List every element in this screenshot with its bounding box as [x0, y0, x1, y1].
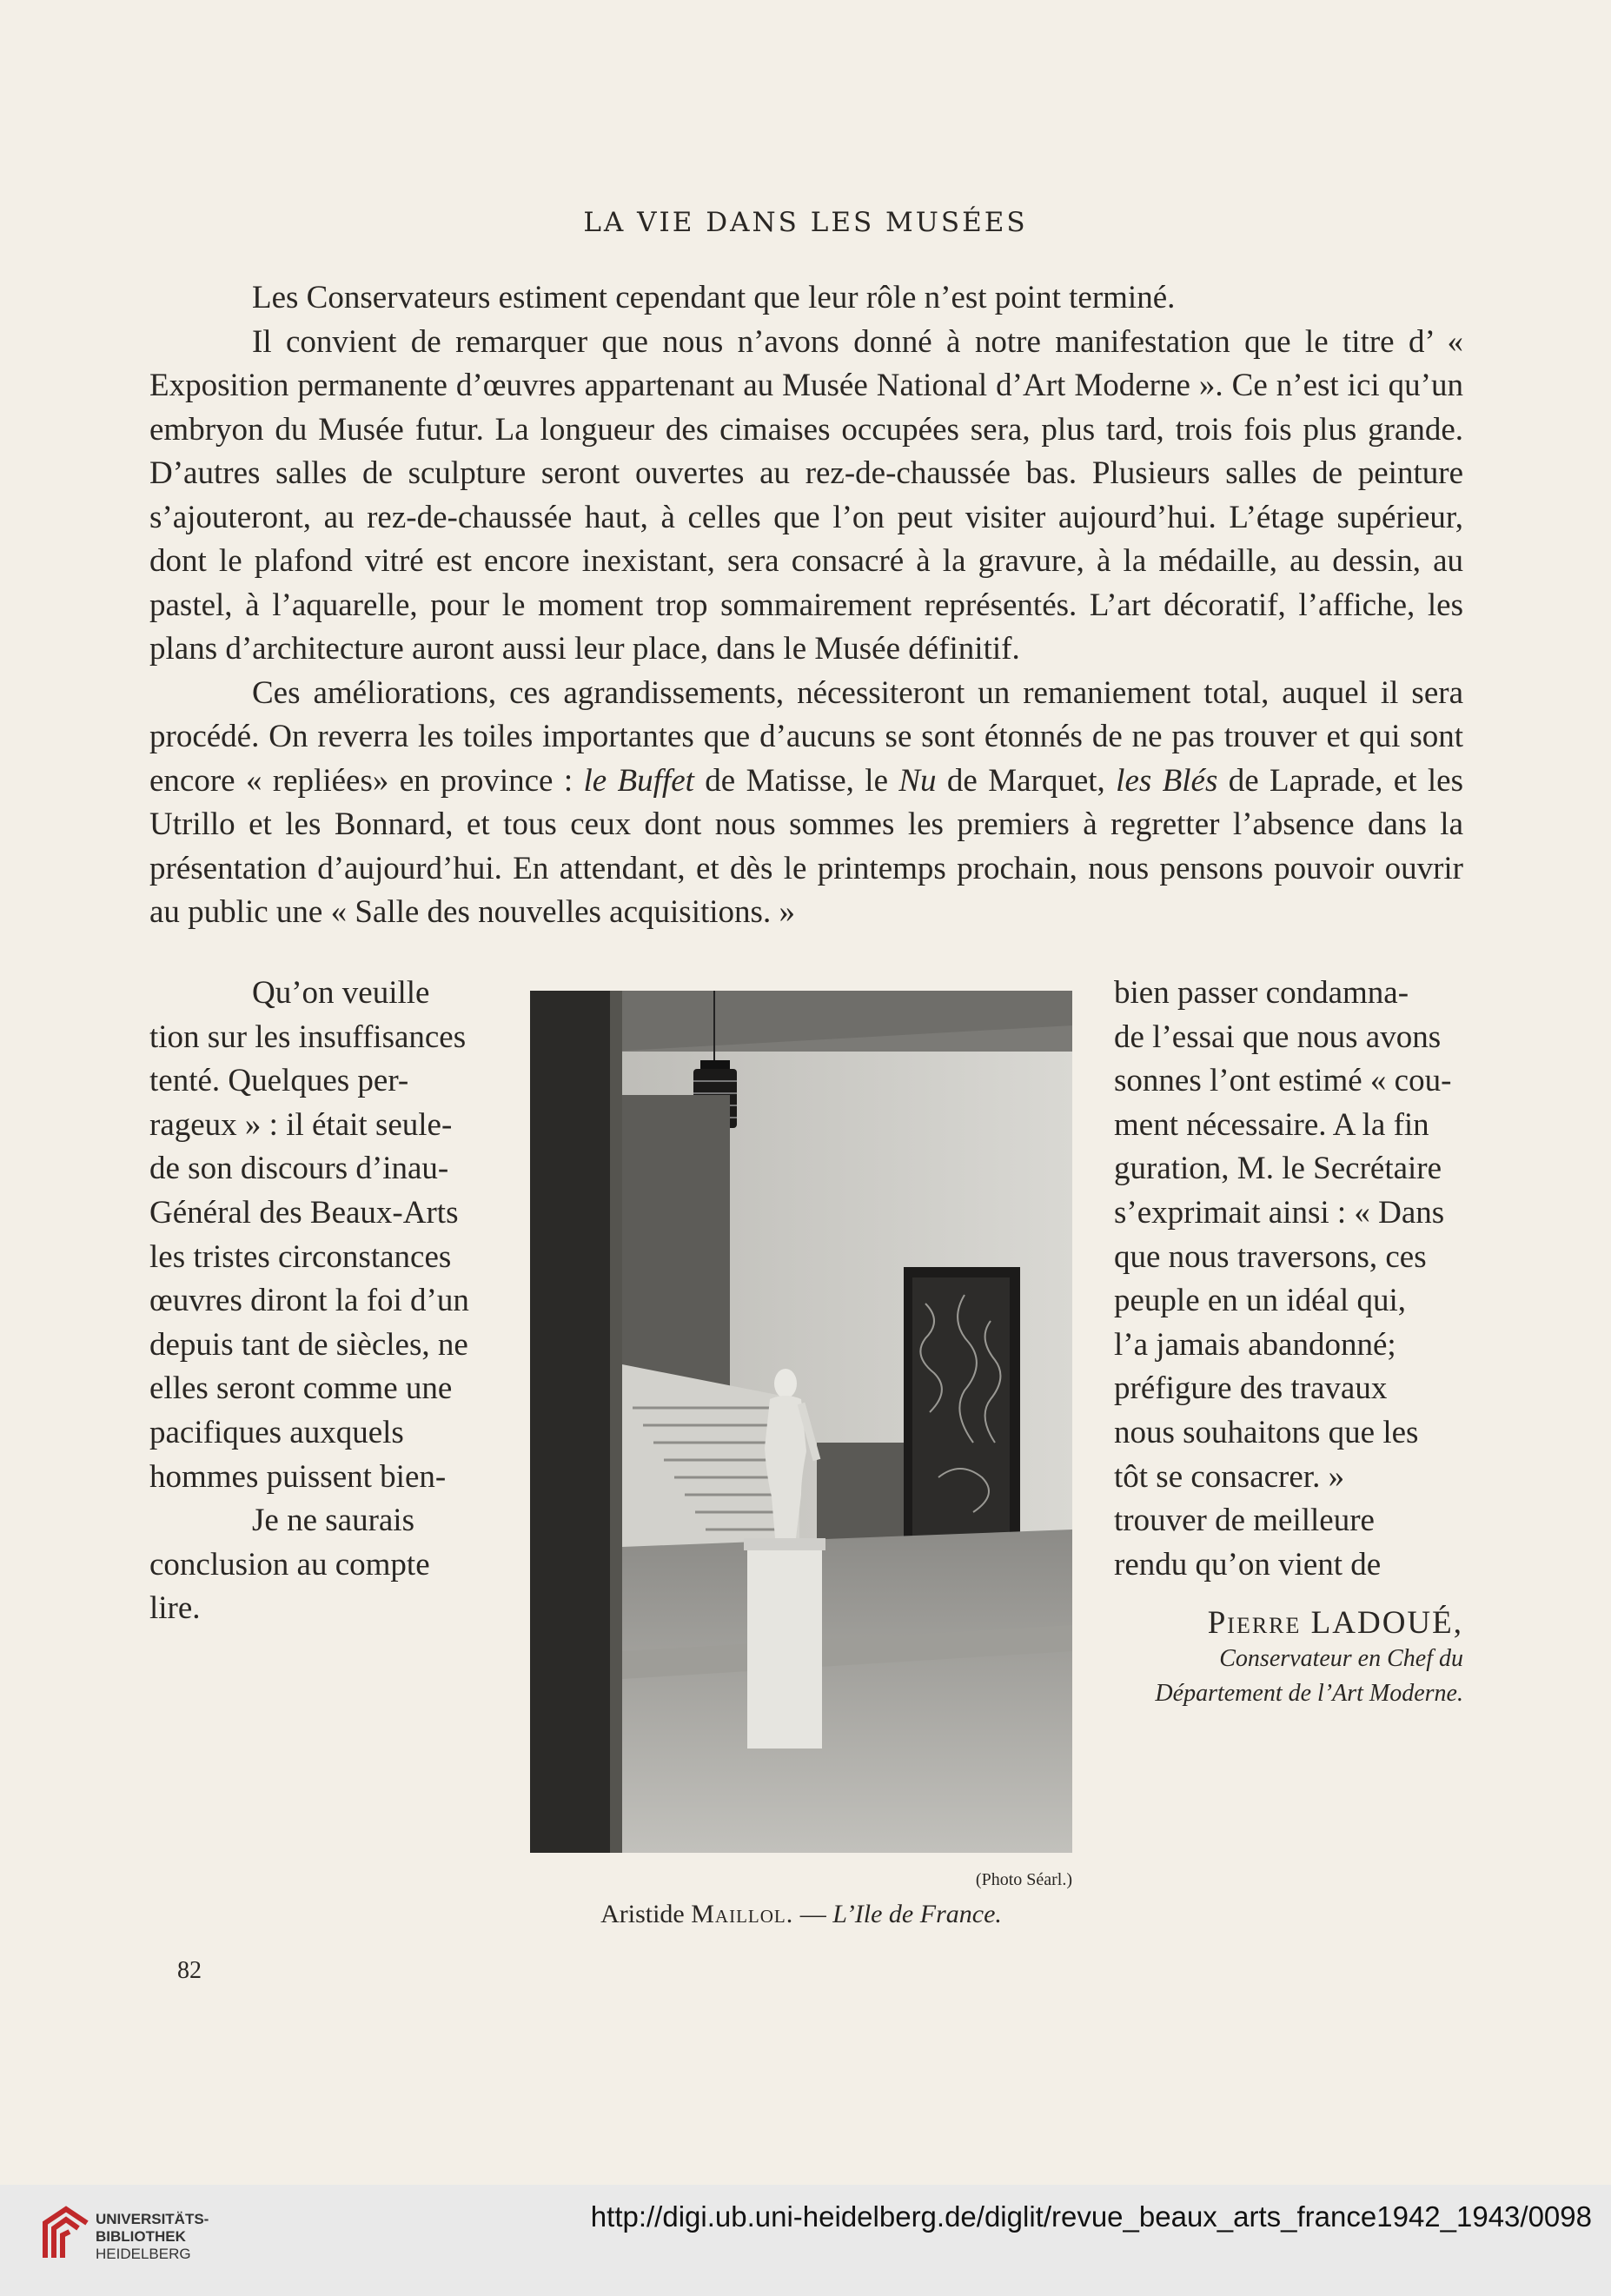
column-line: Qu’on veuille — [252, 975, 430, 1011]
left-column — [149, 972, 494, 1631]
artwork-title-nu: Nu — [898, 762, 937, 799]
column-line: Je ne saurais — [252, 1503, 414, 1539]
caption-dash: — — [799, 1900, 826, 1928]
author-signature — [1043, 1604, 1463, 1711]
column-line: tôt se consacrer. » — [1114, 1458, 1345, 1495]
caption-artist-first: Aristide — [600, 1900, 685, 1928]
artwork-title-bles: les Blés — [1116, 762, 1218, 799]
library-name-line-3: HEIDELBERG — [96, 2246, 191, 2262]
column-line: peuple en un idéal qui, — [1114, 1283, 1406, 1319]
paragraph-3-text: de Laprade, et les Utrillo et les Bonnard, et tous ceux dont nous sommes les premiers à regretter l’absence dans la présentation d’aujourd’hui. En attendant, et dès le printemps prochain, nous pensons pouvoir ouvrir au public une « Salle des nouvelles acquisitions. » — [149, 762, 1463, 930]
column-line: tion sur les insuffisances — [149, 1019, 467, 1055]
column-line: œuvres diront la foi d’un — [149, 1283, 469, 1319]
column-line: préfigure des travaux — [1114, 1370, 1388, 1407]
library-name-line-1: UNIVERSITÄTS- — [96, 2211, 209, 2227]
photo-credit: (Photo Séarl.) — [975, 1870, 1072, 1889]
paragraph-1: Les Conservateurs estiment cependant que leur rôle n’est point terminé. — [252, 280, 1176, 315]
photograph-maillol-ile-de-france — [530, 991, 1072, 1853]
column-line: nous souhaitons que les — [1114, 1414, 1419, 1450]
column-line: trouver de meilleure — [1114, 1503, 1375, 1539]
library-name — [96, 2211, 269, 2263]
column-line: elles seront comme une — [149, 1370, 453, 1407]
column-line: sonnes l’ont estimé « cou- — [1114, 1063, 1452, 1099]
author-role-line-1: Conservateur en Chef du — [1219, 1645, 1463, 1672]
column-line: s’exprimait ainsi : « Dans — [1114, 1194, 1445, 1231]
column-line: guration, M. le Secrétaire — [1114, 1151, 1442, 1187]
body-text — [149, 276, 1463, 935]
library-logo-icon — [35, 2197, 96, 2266]
right-column — [1114, 972, 1463, 1587]
column-line: ment nécessaire. A la fin — [1114, 1106, 1429, 1143]
column-line: Général des Beaux-Arts — [149, 1194, 459, 1231]
paragraph-3 — [149, 672, 1463, 935]
author-name: Pierre LADOUÉ, — [1207, 1605, 1463, 1641]
running-head: LA VIE DANS LES MUSÉES — [583, 207, 1028, 238]
column-line: pacifiques auxquels — [149, 1414, 404, 1450]
column-line: hommes puissent bien- — [149, 1458, 447, 1495]
column-line: rendu qu’on vient de — [1114, 1546, 1382, 1583]
column-line: l’a jamais abandonné; — [1114, 1326, 1396, 1363]
source-url-link[interactable]: http://digi.ub.uni-heidelberg.de/diglit/revue_beaux_arts_france1942_1943/0098 — [590, 2200, 1592, 2233]
column-line: depuis tant de siècles, ne — [149, 1326, 468, 1363]
column-line: que nous traversons, ces — [1114, 1238, 1427, 1275]
figure-caption — [487, 1900, 1116, 1929]
paragraph-3-text: de Matisse, le — [693, 762, 899, 799]
column-line: rageux » : il était seule- — [149, 1106, 453, 1143]
caption-artist-last: Maillol. — [691, 1900, 794, 1928]
paragraph-3-text: Ces améliorations, ces agrandissements, nécessiteront un remaniement total, auquel il sera procédé. On reverra les toiles importantes que d’aucuns se sont étonnés de ne pas trouver et qui sont encore « repliées» en province : — [149, 674, 1463, 799]
artwork-title-buffet: le Buffet — [583, 762, 694, 799]
page-number: 82 — [177, 1957, 202, 1984]
caption-title: L’Ile de France. — [832, 1900, 1002, 1928]
column-line: les tristes circonstances — [149, 1238, 452, 1275]
paragraph-2: Il convient de remarquer que nous n’avons donné à notre manifestation que le titre d’ « Exposition permanente d’œuvres appartenant au Musée National d’Art Moderne ». Ce n’est ici qu’un embryon du Musée futur. La longueur des cimaises occupées sera, plus tard, trois fois plus grande. D’autres salles de sculpture seront ouvertes au rez-de-chaussée bas. Plusieurs salles de peinture s’ajouteront, au rez-de-chaussée haut, à celles que l’on peut visiter aujourd’hui. L’étage supérieur, dont le plafond vitré est encore inexistant, sera consacré à la gravure, à la médaille, au dessin, au pastel, à l’aquarelle, pour le moment trop sommairement représentés. L’art décoratif, l’affiche, les plans d’architecture auront aussi leur place, dans le Musée définitif. — [149, 323, 1463, 667]
column-line: de l’essai que nous avons — [1114, 1019, 1442, 1055]
photo-illustration — [530, 991, 1072, 1853]
column-line: conclusion au compte — [149, 1546, 430, 1583]
column-line: tenté. Quelques per- — [149, 1063, 409, 1099]
author-role-line-2: Département de l’Art Moderne. — [1155, 1680, 1463, 1707]
paragraph-3-text: de Marquet, — [936, 762, 1117, 799]
column-line: de son discours d’inau- — [149, 1151, 449, 1187]
column-line: bien passer condamna- — [1114, 975, 1409, 1011]
library-name-line-2: BIBLIOTHEK — [96, 2228, 186, 2245]
column-line: lire. — [149, 1590, 201, 1627]
